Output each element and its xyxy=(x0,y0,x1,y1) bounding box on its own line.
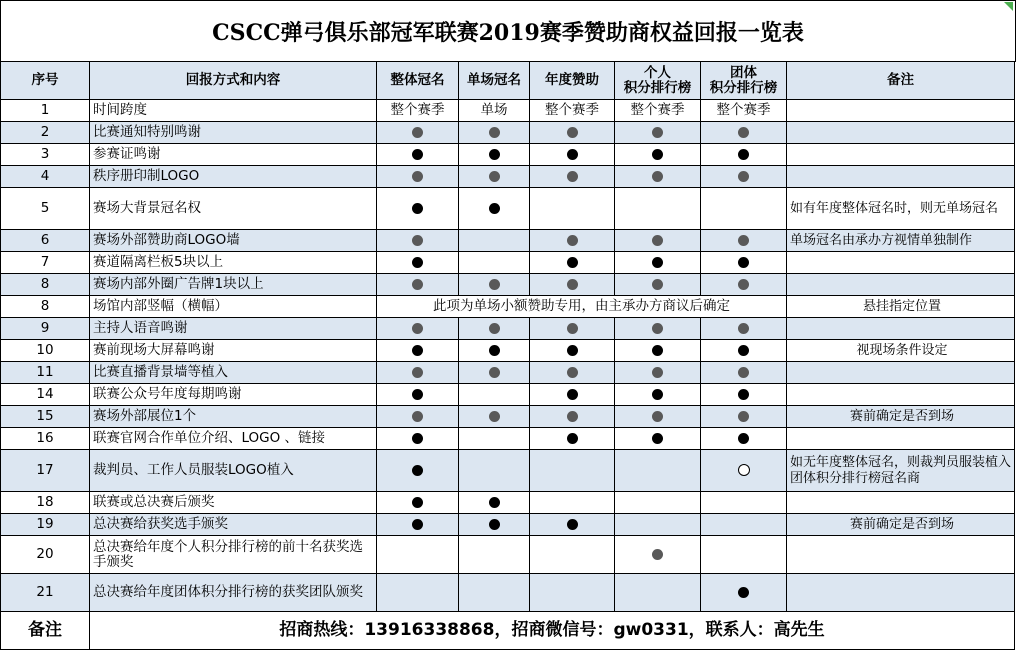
table-row xyxy=(1,100,1015,122)
black-dot-icon xyxy=(489,203,500,214)
row-content: 赛场内部外圈广告牌1块以上 xyxy=(90,274,377,296)
black-dot-icon xyxy=(652,257,663,268)
cell-annual xyxy=(530,384,615,406)
row-remark: 悬挂指定位置 xyxy=(787,296,1015,318)
row-content: 赛场外部赞助商LOGO墙 xyxy=(90,230,377,252)
cell-team xyxy=(701,362,787,384)
grey-dot-icon xyxy=(489,367,500,378)
cell-overall xyxy=(377,230,459,252)
row-number: 4 xyxy=(1,166,90,188)
cell-individual xyxy=(615,144,701,166)
header-individual xyxy=(615,62,701,100)
row-remark: 单场冠名由承办方视情单独制作 xyxy=(787,230,1015,252)
row-content: 赛道隔离栏板5块以上 xyxy=(90,252,377,274)
row-number: 2 xyxy=(1,122,90,144)
row-remark: 如无年度整体冠名，则裁判员服装植入团体积分排行榜冠名商 xyxy=(787,450,1015,492)
cell-overall xyxy=(377,450,459,492)
cell-single xyxy=(459,492,530,514)
cell-overall xyxy=(377,188,459,230)
row-content: 总决赛给年度个人积分排行榜的前十名获奖选手颁奖 xyxy=(90,536,377,574)
cell-annual xyxy=(530,574,615,612)
cell-individual xyxy=(615,514,701,536)
cell-annual xyxy=(530,536,615,574)
grey-dot-icon xyxy=(652,171,663,182)
cell-team xyxy=(701,514,787,536)
table-row xyxy=(1,296,1015,318)
cell-single: 单场 xyxy=(459,100,530,122)
title-text: CSCC弹弓俱乐部冠军联赛2019赛季赞助商权益回报一览表 xyxy=(212,20,804,46)
table-row xyxy=(1,188,1015,230)
black-dot-icon xyxy=(412,257,423,268)
grey-dot-icon xyxy=(738,235,749,246)
grey-dot-icon xyxy=(652,323,663,334)
table-row xyxy=(1,450,1015,492)
cell-overall xyxy=(377,428,459,450)
grey-dot-icon xyxy=(652,411,663,422)
grey-dot-icon xyxy=(567,411,578,422)
row-remark xyxy=(787,384,1015,406)
black-dot-icon xyxy=(412,433,423,444)
cell-overall xyxy=(377,340,459,362)
header-annual: 年度赞助 xyxy=(530,62,615,100)
cell-overall: 整个赛季 xyxy=(377,100,459,122)
row-remark xyxy=(787,574,1015,612)
table-row xyxy=(1,384,1015,406)
row-remark xyxy=(787,274,1015,296)
row-content: 场馆内部竖幅（横幅） xyxy=(90,296,377,318)
black-dot-icon xyxy=(412,149,423,160)
row-number: 1 xyxy=(1,100,90,122)
cell-individual xyxy=(615,166,701,188)
black-dot-icon xyxy=(567,257,578,268)
row-number: 15 xyxy=(1,406,90,428)
header-no: 序号 xyxy=(1,62,90,100)
grey-dot-icon xyxy=(567,367,578,378)
row-content: 赛场大背景冠名权 xyxy=(90,188,377,230)
row-remark xyxy=(787,122,1015,144)
table-row xyxy=(1,318,1015,340)
header-team xyxy=(701,62,787,100)
black-dot-icon xyxy=(567,389,578,400)
row-number: 5 xyxy=(1,188,90,230)
grey-dot-icon xyxy=(738,323,749,334)
cell-single xyxy=(459,230,530,252)
cell-team xyxy=(701,406,787,428)
black-dot-icon xyxy=(412,465,423,476)
cell-team xyxy=(701,188,787,230)
cell-team xyxy=(701,536,787,574)
grey-dot-icon xyxy=(489,323,500,334)
row-number: 19 xyxy=(1,514,90,536)
cell-team xyxy=(701,274,787,296)
cell-team xyxy=(701,384,787,406)
cell-individual xyxy=(615,252,701,274)
black-dot-icon xyxy=(738,587,749,598)
row-content: 裁判员、工作人员服装LOGO植入 xyxy=(90,450,377,492)
row-number: 21 xyxy=(1,574,90,612)
cell-single xyxy=(459,144,530,166)
grey-dot-icon xyxy=(412,279,423,290)
cell-annual xyxy=(530,122,615,144)
table-row xyxy=(1,362,1015,384)
table-row xyxy=(1,252,1015,274)
cell-team xyxy=(701,252,787,274)
row-number: 14 xyxy=(1,384,90,406)
row-number: 11 xyxy=(1,362,90,384)
cell-annual: 整个赛季 xyxy=(530,100,615,122)
grey-dot-icon xyxy=(652,279,663,290)
black-dot-icon xyxy=(567,149,578,160)
grey-dot-icon xyxy=(489,279,500,290)
table-row xyxy=(1,492,1015,514)
cell-annual xyxy=(530,188,615,230)
grey-dot-icon xyxy=(412,127,423,138)
cell-team xyxy=(701,450,787,492)
black-dot-icon xyxy=(412,389,423,400)
black-dot-icon xyxy=(652,345,663,356)
row-number: 8 xyxy=(1,274,90,296)
cell-individual xyxy=(615,340,701,362)
black-dot-icon xyxy=(652,433,663,444)
row-remark xyxy=(787,492,1015,514)
row-number: 3 xyxy=(1,144,90,166)
table-row xyxy=(1,574,1015,612)
grey-dot-icon xyxy=(567,127,578,138)
grey-dot-icon xyxy=(652,235,663,246)
cell-team xyxy=(701,574,787,612)
cell-individual xyxy=(615,428,701,450)
footer-label: 备注 xyxy=(1,612,90,650)
row-content: 比赛通知特别鸣谢 xyxy=(90,122,377,144)
cell-overall xyxy=(377,144,459,166)
grey-dot-icon xyxy=(738,411,749,422)
grey-dot-icon xyxy=(412,323,423,334)
row-number: 18 xyxy=(1,492,90,514)
cell-individual xyxy=(615,274,701,296)
grey-dot-icon xyxy=(489,171,500,182)
row-content: 比赛直播背景墙等植入 xyxy=(90,362,377,384)
cell-team xyxy=(701,166,787,188)
header-individual-line2: 积分排行榜 xyxy=(623,79,692,96)
table-row xyxy=(1,144,1015,166)
header-overall: 整体冠名 xyxy=(377,62,459,100)
cell-overall xyxy=(377,536,459,574)
cell-annual xyxy=(530,166,615,188)
cell-single xyxy=(459,166,530,188)
grey-dot-icon xyxy=(567,171,578,182)
cell-team xyxy=(701,230,787,252)
table-row xyxy=(1,406,1015,428)
row-content: 赛前现场大屏幕鸣谢 xyxy=(90,340,377,362)
cell-overall xyxy=(377,362,459,384)
row-number: 17 xyxy=(1,450,90,492)
row-remark: 赛前确定是否到场 xyxy=(787,514,1015,536)
cell-annual xyxy=(530,450,615,492)
black-dot-icon xyxy=(567,345,578,356)
header-row xyxy=(1,62,1015,100)
black-dot-icon xyxy=(567,519,578,530)
benefits-table xyxy=(0,61,1015,650)
cell-individual xyxy=(615,318,701,340)
header-content: 回报方式和内容 xyxy=(90,62,377,100)
cell-single xyxy=(459,340,530,362)
cell-team xyxy=(701,428,787,450)
black-dot-icon xyxy=(412,497,423,508)
table-row xyxy=(1,514,1015,536)
cell-annual xyxy=(530,492,615,514)
black-dot-icon xyxy=(412,519,423,530)
header-remark: 备注 xyxy=(787,62,1015,100)
cell-single xyxy=(459,274,530,296)
row-number: 16 xyxy=(1,428,90,450)
black-dot-icon xyxy=(652,389,663,400)
cell-overall xyxy=(377,166,459,188)
table-row xyxy=(1,536,1015,574)
grey-dot-icon xyxy=(738,127,749,138)
cell-individual xyxy=(615,122,701,144)
cell-overall xyxy=(377,122,459,144)
cell-comment-marker-icon xyxy=(1004,2,1013,11)
row-content: 主持人语音鸣谢 xyxy=(90,318,377,340)
cell-individual: 整个赛季 xyxy=(615,100,701,122)
row-number: 8 xyxy=(1,296,90,318)
cell-individual xyxy=(615,450,701,492)
cell-annual xyxy=(530,362,615,384)
cell-overall xyxy=(377,274,459,296)
cell-team xyxy=(701,492,787,514)
cell-annual xyxy=(530,406,615,428)
row-remark xyxy=(787,318,1015,340)
cell-single xyxy=(459,536,530,574)
row-remark xyxy=(787,166,1015,188)
row-remark xyxy=(787,428,1015,450)
black-dot-icon xyxy=(489,519,500,530)
row-content: 赛场外部展位1个 xyxy=(90,406,377,428)
grey-dot-icon xyxy=(652,367,663,378)
cell-individual xyxy=(615,406,701,428)
cell-individual xyxy=(615,492,701,514)
row-content: 总决赛给获奖选手颁奖 xyxy=(90,514,377,536)
black-dot-icon xyxy=(412,345,423,356)
row-content: 秩序册印制LOGO xyxy=(90,166,377,188)
grey-dot-icon xyxy=(489,127,500,138)
cell-annual xyxy=(530,274,615,296)
grey-dot-icon xyxy=(738,279,749,290)
row-content: 联赛或总决赛后颁奖 xyxy=(90,492,377,514)
cell-overall xyxy=(377,406,459,428)
header-individual-line1: 个人 xyxy=(644,64,671,81)
grey-dot-icon xyxy=(412,171,423,182)
cell-single xyxy=(459,574,530,612)
grey-dot-icon xyxy=(489,411,500,422)
row-remark: 视现场条件设定 xyxy=(787,340,1015,362)
row-number: 7 xyxy=(1,252,90,274)
cell-team: 整个赛季 xyxy=(701,100,787,122)
row-content: 联赛官网合作单位介绍、LOGO 、链接 xyxy=(90,428,377,450)
cell-single xyxy=(459,122,530,144)
table-row xyxy=(1,340,1015,362)
table-row xyxy=(1,428,1015,450)
grey-dot-icon xyxy=(567,323,578,334)
cell-single xyxy=(459,252,530,274)
cell-individual xyxy=(615,536,701,574)
black-dot-icon xyxy=(738,345,749,356)
table-row xyxy=(1,166,1015,188)
table-row xyxy=(1,230,1015,252)
cell-annual xyxy=(530,252,615,274)
grey-dot-icon xyxy=(567,235,578,246)
row-number: 6 xyxy=(1,230,90,252)
cell-individual xyxy=(615,230,701,252)
footer-contact: 招商热线：13916338868，招商微信号：gw0331，联系人：高先生 xyxy=(90,612,1015,650)
grey-dot-icon xyxy=(652,127,663,138)
grey-dot-icon xyxy=(412,411,423,422)
cell-individual xyxy=(615,362,701,384)
cell-overall xyxy=(377,252,459,274)
row-remark xyxy=(787,252,1015,274)
cell-annual xyxy=(530,318,615,340)
row-number: 10 xyxy=(1,340,90,362)
row-content: 联赛公众号年度每期鸣谢 xyxy=(90,384,377,406)
cell-single xyxy=(459,450,530,492)
black-dot-icon xyxy=(489,149,500,160)
header-single: 单场冠名 xyxy=(459,62,530,100)
header-team-line2: 积分排行榜 xyxy=(709,79,778,96)
cell-overall xyxy=(377,492,459,514)
cell-annual xyxy=(530,230,615,252)
row-content: 参赛证鸣谢 xyxy=(90,144,377,166)
cell-overall xyxy=(377,384,459,406)
cell-single xyxy=(459,318,530,340)
row-content: 时间跨度 xyxy=(90,100,377,122)
hollow-circle-icon xyxy=(738,464,750,476)
cell-individual xyxy=(615,384,701,406)
cell-individual xyxy=(615,574,701,612)
black-dot-icon xyxy=(738,149,749,160)
cell-team xyxy=(701,144,787,166)
cell-single xyxy=(459,384,530,406)
black-dot-icon xyxy=(738,433,749,444)
cell-team xyxy=(701,318,787,340)
row-number: 20 xyxy=(1,536,90,574)
cell-annual xyxy=(530,144,615,166)
row-remark: 赛前确定是否到场 xyxy=(787,406,1015,428)
cell-annual xyxy=(530,428,615,450)
cell-overall xyxy=(377,318,459,340)
cell-single xyxy=(459,428,530,450)
row-span-note: 此项为单场小额赞助专用，由主承办方商议后确定 xyxy=(377,296,787,318)
row-remark: 如有年度整体冠名时，则无单场冠名 xyxy=(787,188,1015,230)
black-dot-icon xyxy=(489,497,500,508)
cell-team xyxy=(701,122,787,144)
row-number: 9 xyxy=(1,318,90,340)
grey-dot-icon xyxy=(567,279,578,290)
black-dot-icon xyxy=(489,345,500,356)
sheet-title xyxy=(0,0,1016,62)
grey-dot-icon xyxy=(412,367,423,378)
cell-single xyxy=(459,406,530,428)
grey-dot-icon xyxy=(412,235,423,246)
cell-annual xyxy=(530,514,615,536)
cell-single xyxy=(459,362,530,384)
cell-overall xyxy=(377,514,459,536)
black-dot-icon xyxy=(412,203,423,214)
black-dot-icon xyxy=(738,257,749,268)
black-dot-icon xyxy=(652,149,663,160)
row-remark xyxy=(787,100,1015,122)
cell-single xyxy=(459,188,530,230)
cell-individual xyxy=(615,188,701,230)
black-dot-icon xyxy=(738,389,749,400)
header-team-line1: 团体 xyxy=(730,64,757,81)
table-row xyxy=(1,122,1015,144)
cell-team xyxy=(701,340,787,362)
black-dot-icon xyxy=(567,433,578,444)
row-content: 总决赛给年度团体积分排行榜的获奖团队颁奖 xyxy=(90,574,377,612)
cell-annual xyxy=(530,340,615,362)
footer-row xyxy=(1,612,1015,650)
table-body xyxy=(1,100,1015,612)
row-remark xyxy=(787,536,1015,574)
cell-single xyxy=(459,514,530,536)
row-remark xyxy=(787,144,1015,166)
grey-dot-icon xyxy=(738,367,749,378)
grey-dot-icon xyxy=(738,171,749,182)
grey-dot-icon xyxy=(652,549,663,560)
table-row xyxy=(1,274,1015,296)
cell-overall xyxy=(377,574,459,612)
row-remark xyxy=(787,362,1015,384)
